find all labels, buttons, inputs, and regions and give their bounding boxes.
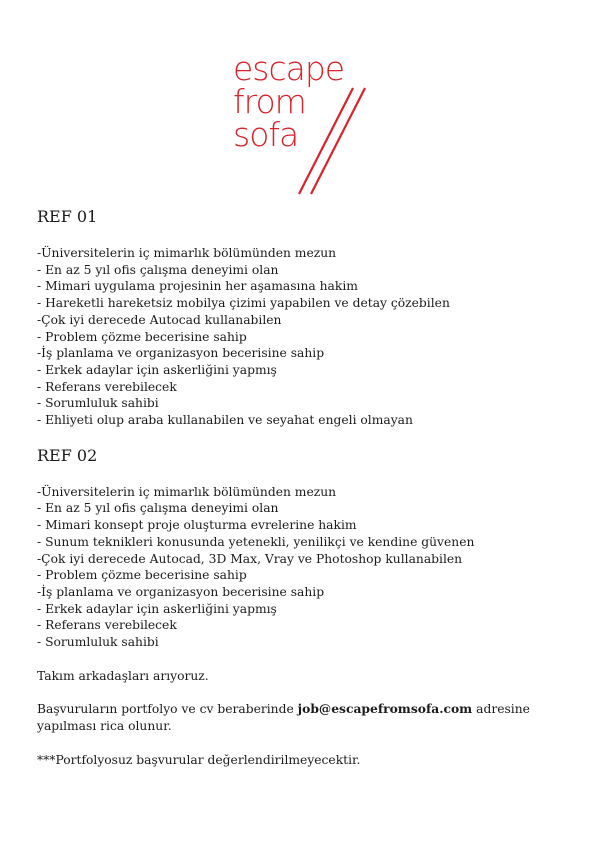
ref-01-title: REF 01 — [37, 207, 98, 226]
application-instructions — [37, 701, 567, 734]
requirement-item: - Referans verebilecek — [37, 618, 177, 633]
requirement-item: - En az 5 yıl ofis çalışma deneyimi olan — [37, 501, 279, 516]
requirement-item: -Üniversitelerin iç mimarlık bölümünden mezun — [37, 246, 337, 260]
job-posting — [37, 207, 577, 769]
requirement-item: - Erkek adaylar için askerliğini yapmış — [37, 601, 277, 616]
application-email[interactable]: job@escapefromsofa.com — [297, 701, 473, 717]
logo-word-sofa: sofa — [233, 115, 299, 154]
apply-text-after: adresine yapılması rica olunur. — [37, 702, 530, 734]
requirement-item: -İş planlama ve organizasyon becerisine sahip — [37, 346, 325, 361]
requirement-item: -İş planlama ve organizasyon becerisine sahip — [37, 584, 325, 599]
apply-text-before: Başvuruların portfolyo ve cv beraberinde — [37, 702, 298, 717]
requirement-item: - Ehliyeti olup araba kullanabilen ve seyahat engeli olmayan — [37, 413, 413, 428]
requirement-item: - Mimari uygulama projesinin her aşamasına hakim — [37, 279, 358, 294]
requirement-item: -Çok iyi derecede Autocad, 3D Max, Vray ve Photoshop kullanabilen — [37, 551, 463, 566]
ref-01-requirements — [37, 245, 577, 429]
logo-word-from: from — [233, 82, 306, 121]
requirement-item: - Problem çözme becerisine sahip — [37, 329, 247, 344]
requirement-item: - Sorumluluk sahibi — [37, 635, 159, 650]
ref-02-title: REF 02 — [37, 445, 98, 465]
requirement-item: - Hareketli hareketsiz mobilya çizimi yapabilen ve detay çözebilen — [37, 296, 450, 311]
logo-word-escape: escape — [233, 49, 345, 88]
portfolio-note: ***Portfolyosuz başvurular değerlendirilmeyecektir. — [37, 752, 361, 767]
requirement-item: - Problem çözme becerisine sahip — [37, 568, 247, 583]
requirement-item: - Erkek adaylar için askerliğini yapmış — [37, 362, 277, 377]
requirement-item: -Çok iyi derecede Autocad kullanabilen — [37, 312, 282, 327]
ref-02-requirements — [37, 484, 577, 651]
escape-from-sofa-logo — [225, 48, 385, 198]
team-statement: Takım arkadaşları arıyoruz. — [37, 668, 209, 683]
requirement-item: - Mimari konsept proje oluşturma evrelerine hakim — [37, 518, 357, 533]
requirement-item: - Referans verebilecek — [37, 379, 177, 394]
requirement-item: - Sorumluluk sahibi — [37, 396, 159, 411]
requirement-item: - En az 5 yıl ofis çalışma deneyimi olan — [37, 262, 279, 277]
requirement-item: - Sunum teknikleri konusunda yetenekli, yenilikçi ve kendine güvenen — [37, 534, 475, 549]
requirement-item: -Üniversitelerin iç mimarlık bölümünden mezun — [37, 484, 337, 499]
